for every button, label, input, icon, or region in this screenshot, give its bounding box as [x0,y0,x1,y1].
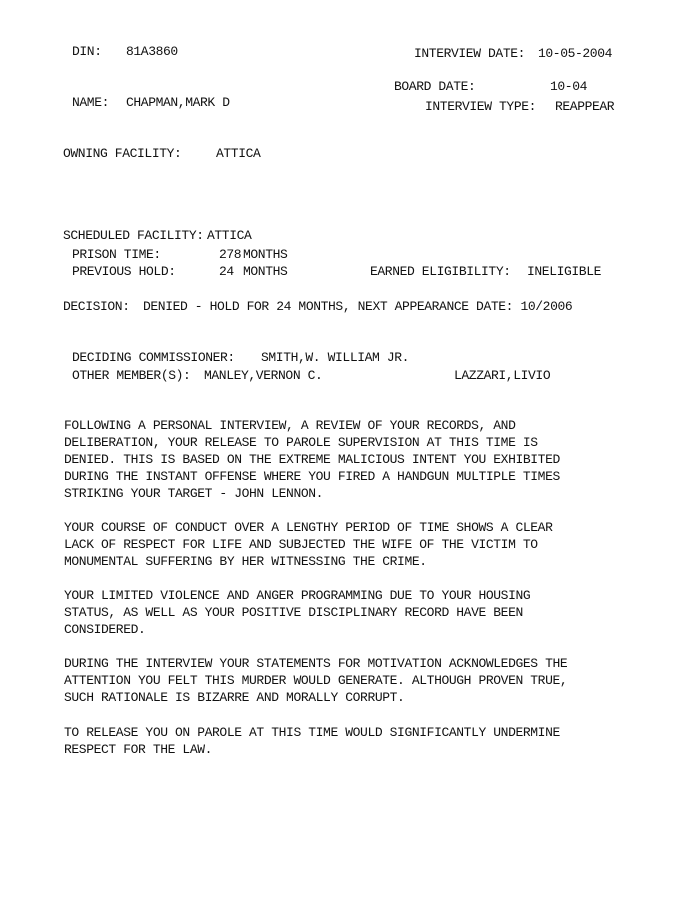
deciding-commissioner-value: SMITH,W. WILLIAM JR. [261,350,410,365]
deciding-commissioner-label: DECIDING COMMISSIONER: [72,350,235,365]
decision-text: DENIED - HOLD FOR 24 MONTHS, NEXT APPEARANCE DATE: 10/2006 [143,299,573,314]
scheduled-facility-value: ATTICA [207,228,252,243]
prison-time-value: 278 [219,247,242,262]
decision-label: DECISION: [63,299,130,314]
earned-eligibility-label: EARNED ELIGIBILITY: [370,264,511,279]
previous-hold-value: 24 [219,264,234,279]
board-date-value: 10-04 [550,79,588,94]
paragraph-2: YOUR COURSE OF CONDUCT OVER A LENGTHY PERIOD OF TIME SHOWS A CLEAR LACK OF RESPECT FOR LIFE AND SUBJECTED THE WIFE OF THE VICTIM TO MONUMENTAL SUFFERING BY HER WITNESSING THE CRIME. [64,520,553,569]
owning-facility-label: OWNING FACILITY: [63,146,182,161]
prison-time-unit: MONTHS [243,247,288,262]
name-value: CHAPMAN,MARK D [126,95,230,110]
interview-type-value: REAPPEAR [555,99,615,114]
din-value: 81A3860 [126,44,178,59]
din-label: DIN: [72,44,102,59]
paragraph-1: FOLLOWING A PERSONAL INTERVIEW, A REVIEW OF YOUR RECORDS, AND DELIBERATION, YOUR RELEASE TO PAROLE SUPERVISION AT THIS TIME IS DENIED. THIS IS BASED ON THE EXTREME MALICIOUS INTENT YOU EXHIBITED DURING THE INSTANT OFFENSE WHERE YOU FIRED A HANDGUN MULTIPLE TIMES STRIKING YOUR TARGET - JOHN LENNON. [64,418,560,501]
prison-time-label: PRISON TIME: [72,247,161,262]
board-date-label: BOARD DATE: [394,79,476,94]
other-member-2: LAZZARI,LIVIO [454,368,551,383]
other-member-1: MANLEY,VERNON C. [204,368,323,383]
name-label: NAME: [72,95,110,110]
owning-facility-value: ATTICA [216,146,261,161]
scheduled-facility-label: SCHEDULED FACILITY: [63,228,204,243]
previous-hold-unit: MONTHS [243,264,288,279]
interview-date-label: INTERVIEW DATE: [414,46,526,61]
interview-type-label: INTERVIEW TYPE: [425,99,537,114]
paragraph-3: YOUR LIMITED VIOLENCE AND ANGER PROGRAMMING DUE TO YOUR HOUSING STATUS, AS WELL AS YOUR POSITIVE DISCIPLINARY RECORD HAVE BEEN CONSIDERED. [64,588,531,637]
paragraph-4: DURING THE INTERVIEW YOUR STATEMENTS FOR MOTIVATION ACKNOWLEDGES THE ATTENTION YOU FELT THIS MURDER WOULD GENERATE. ALTHOUGH PROVEN TRUE, SUCH RATIONALE IS BIZARRE AND MORALLY CORRUPT. [64,656,568,705]
interview-date-value: 10-05-2004 [538,46,613,61]
earned-eligibility-value: INELIGIBLE [527,264,602,279]
paragraph-5: TO RELEASE YOU ON PAROLE AT THIS TIME WOULD SIGNIFICANTLY UNDERMINE RESPECT FOR THE LAW. [64,725,560,757]
previous-hold-label: PREVIOUS HOLD: [72,264,176,279]
other-members-label: OTHER MEMBER(S): [72,368,191,383]
